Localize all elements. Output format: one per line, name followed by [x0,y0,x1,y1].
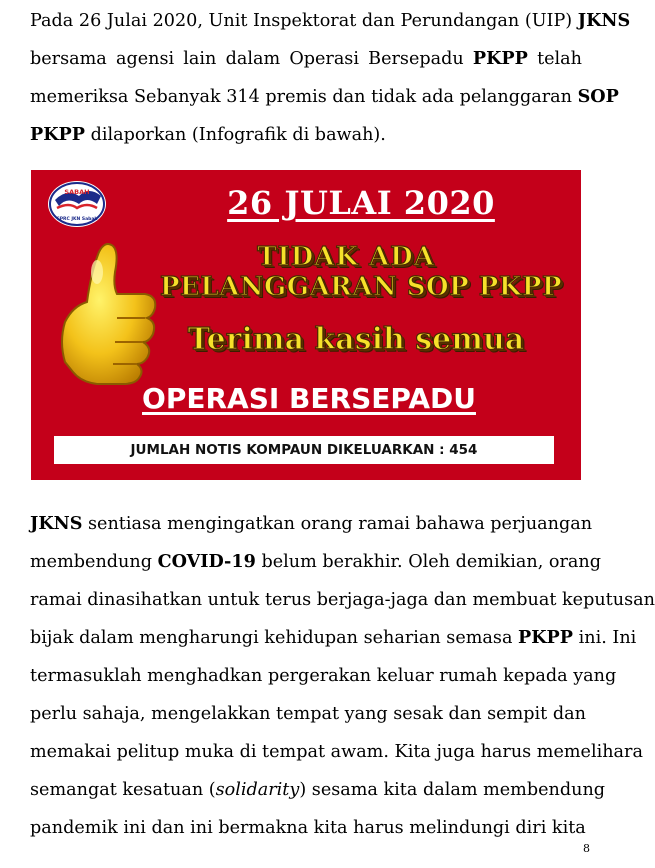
page-number: 8 [583,842,590,855]
text-line: membendung COVID-19 belum berakhir. Oleh demikian, orang [30,551,601,572]
compound-notice-box: JUMLAH NOTIS KOMPAUN DIKELUARKAN : 454 [54,436,554,464]
body-paragraph [30,505,655,847]
infographic-banner [31,170,581,480]
text-line: JKNS sentiasa mengingatkan orang ramai bahawa perjuangan [30,513,593,534]
text-line: memakai pelitup muka di tempat awam. Kita juga harus memelihara [30,742,643,762]
banner-date: 26 JULAI 2020 [227,184,495,222]
text-line: semangat kesatuan (solidarity) sesama kita dalam membendung [30,780,606,800]
text-line: perlu sahaja, mengelakkan tempat yang sesak dan sempit dan [30,704,586,724]
banner-operation-title: OPERASI BERSEPADU [142,382,476,415]
text-line: bijak dalam mengharungi kehidupan seharian semasa PKPP ini. Ini [30,627,637,648]
text-line: ramai dinasihatkan untuk terus berjaga-jaga dan membuat keputusan [30,590,655,610]
logo-subtext: CPRC JKN Sabah [56,217,98,222]
text-line: termasuklah menghadkan pergerakan keluar rumah kepada yang [30,666,617,686]
text-line: pandemik ini dan ini bermakna kita harus melindungi diri kita [30,818,586,838]
text-line: memeriksa Sebanyak 314 premis dan tidak ada pelanggaran SOP [30,86,619,107]
banner-headline-line2: PELANGGARAN SOP PKPP [159,272,563,302]
text-line: PKPP dilaporkan (Infografik di bawah). [30,124,386,145]
banner-headline-line1: TIDAK ADA [257,242,435,272]
sabah-cprc-logo-icon [45,178,109,230]
text-line: Pada 26 Julai 2020, Unit Inspektorat dan Perundangan (UIP) JKNS [30,10,631,31]
logo-text: SABAH [64,188,90,196]
thumbs-up-icon [57,232,167,392]
text-line: bersama agensi lain dalam Operasi Bersepadu PKPP telah [30,48,582,69]
intro-paragraph [30,2,631,154]
banner-thanks: Terima kasih semua [187,322,525,357]
